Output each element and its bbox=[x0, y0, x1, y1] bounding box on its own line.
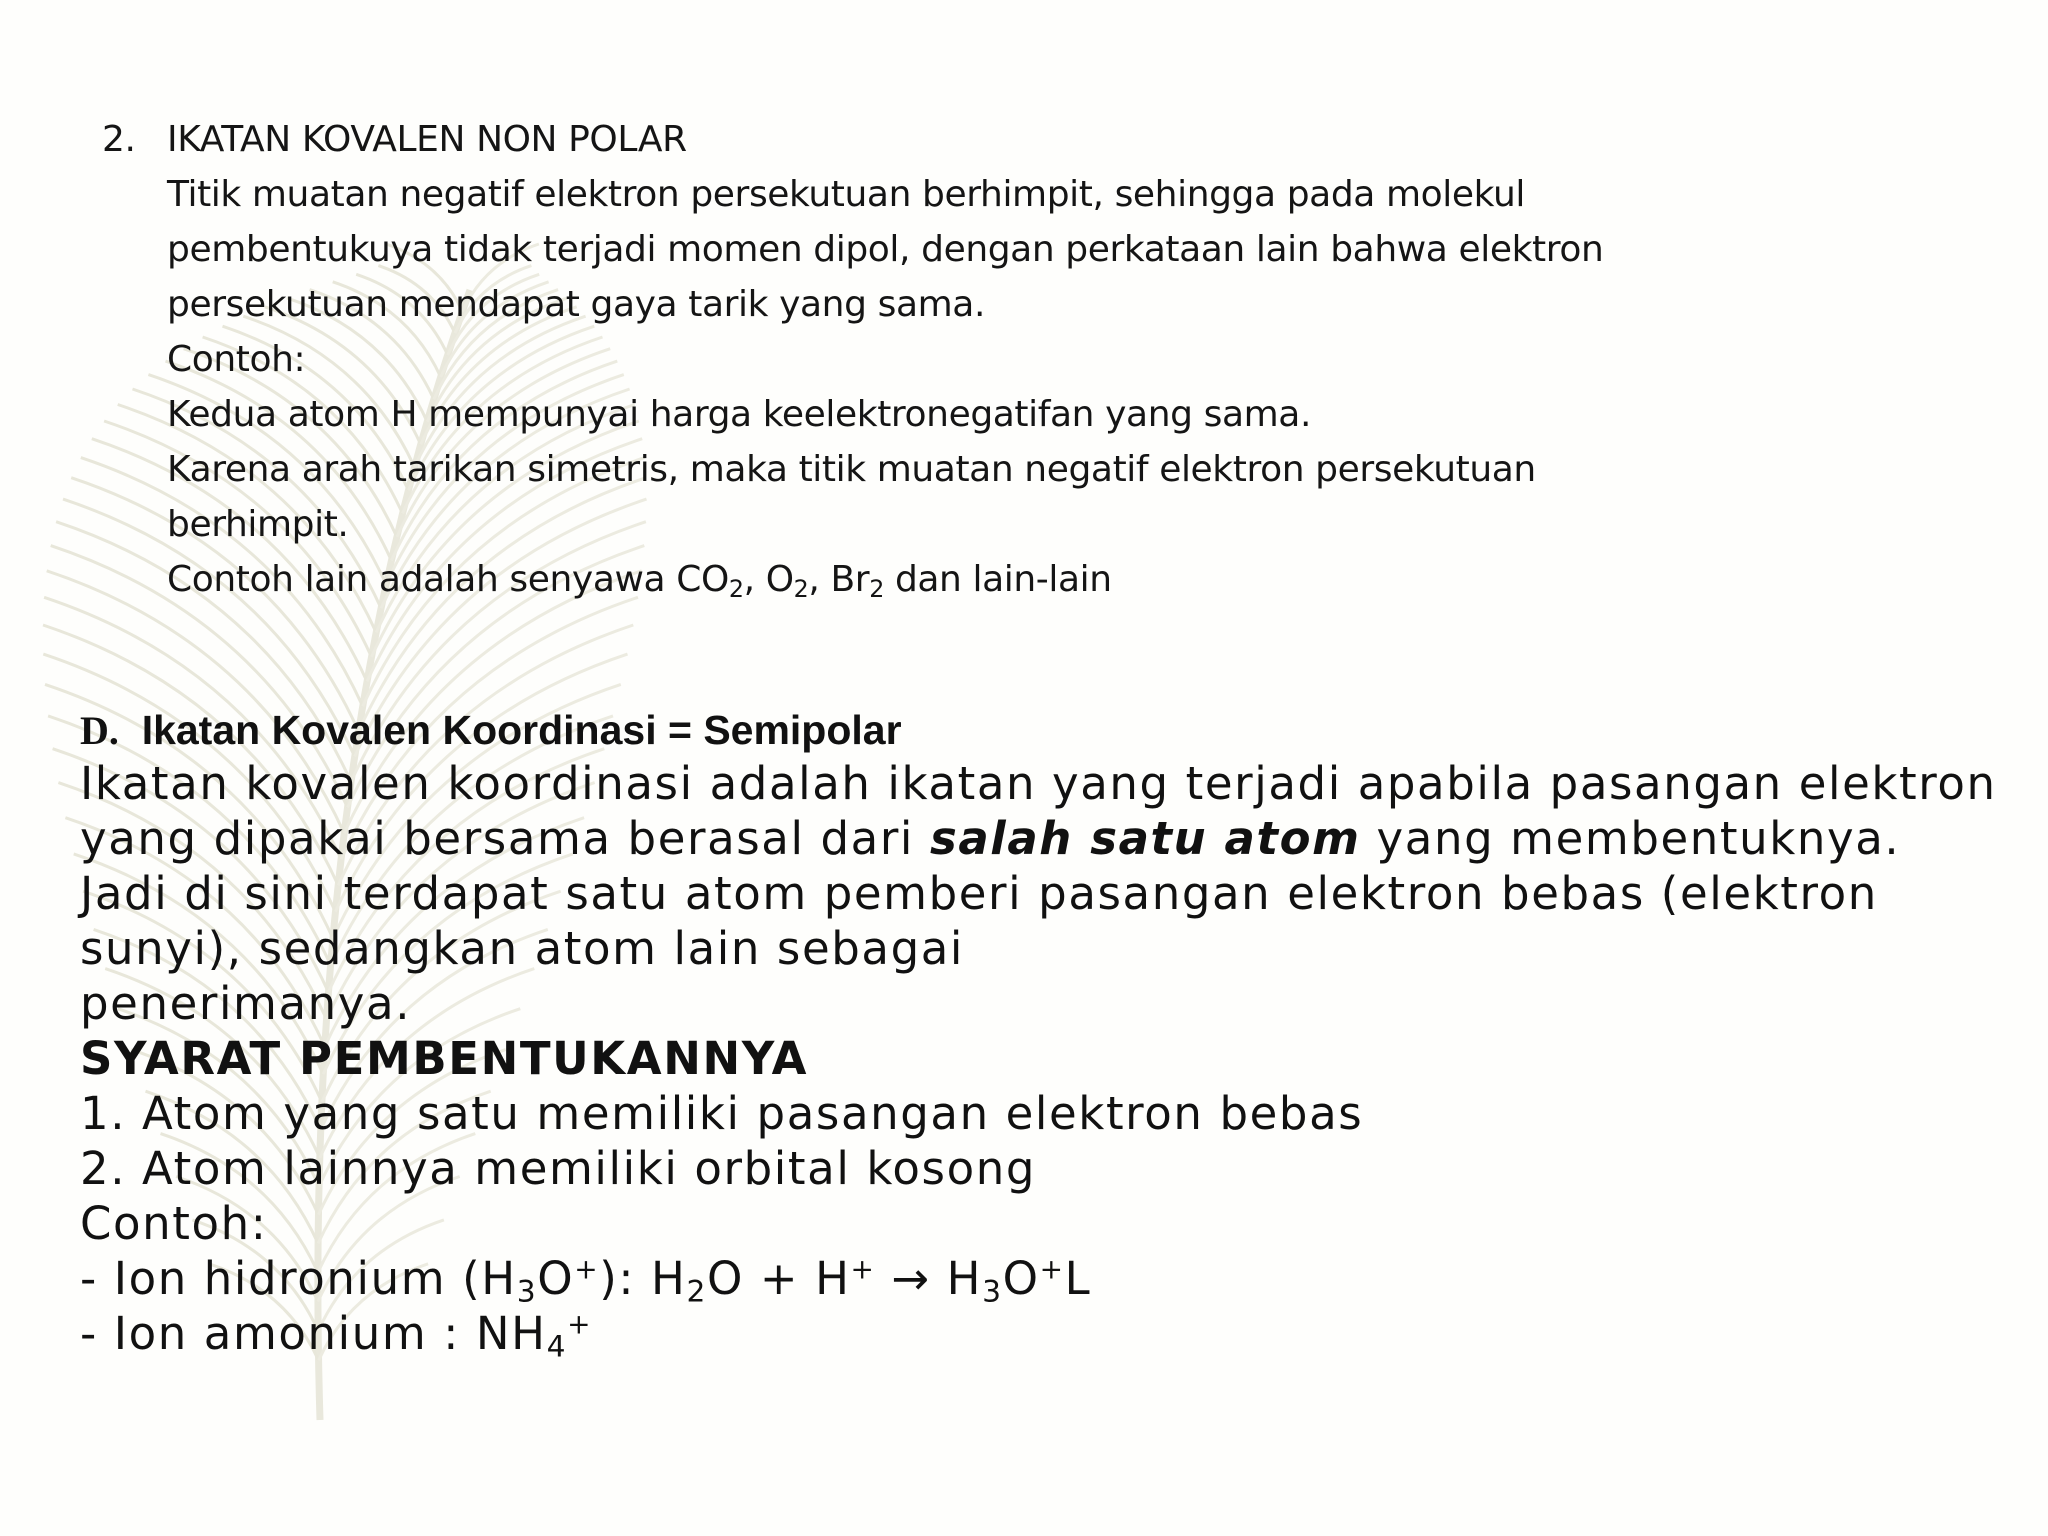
text: O bbox=[537, 1252, 575, 1305]
example-line bbox=[167, 552, 1802, 607]
example-label: Contoh: bbox=[80, 1197, 268, 1250]
formula: Br bbox=[830, 559, 870, 600]
text: yang membentuknya. bbox=[1360, 812, 1901, 865]
subscript: 2 bbox=[793, 574, 809, 603]
text: Contoh lain adalah senyawa bbox=[167, 559, 677, 600]
subscript: 3 bbox=[982, 1274, 1003, 1310]
text-line: persekutuan mendapat gaya tarik yang sama. bbox=[167, 284, 985, 325]
text-line: Ikatan kovalen koordinasi adalah ikatan yang terjadi apabila pasangan elektron bbox=[80, 757, 1997, 810]
section-letter: D. bbox=[80, 708, 119, 753]
text: ): H bbox=[599, 1252, 687, 1305]
formula: CO bbox=[676, 559, 729, 600]
subscript: 2 bbox=[686, 1274, 707, 1310]
text: H bbox=[946, 1252, 983, 1305]
text-line: pembentukuya tidak terjadi momen dipol, dengan perkataan lain bahwa elektron bbox=[167, 229, 1604, 270]
text-line bbox=[80, 811, 1980, 866]
superscript: + bbox=[567, 1307, 593, 1341]
text-line: Karena arah tarikan simetris, maka titik muatan negatif elektron persekutuan bbox=[167, 449, 1536, 490]
requirement-item: 2. Atom lainnya memiliki orbital kosong bbox=[80, 1142, 1036, 1195]
hydronium-line bbox=[80, 1251, 1980, 1310]
subscript: 2 bbox=[869, 574, 884, 603]
requirements-title: SYARAT PEMBENTUKANNYA bbox=[80, 1032, 809, 1085]
text-line: penerimanya. bbox=[80, 977, 412, 1030]
text-line: Titik muatan negatif elektron persekutuan berhimpit, sehingga pada molekul bbox=[167, 174, 1525, 215]
requirement-item: 1. Atom yang satu memiliki pasangan elektron bebas bbox=[80, 1087, 1364, 1140]
text: , bbox=[743, 559, 766, 600]
section-nonpolar bbox=[102, 112, 1802, 607]
superscript: + bbox=[850, 1252, 876, 1286]
subscript: 3 bbox=[516, 1274, 538, 1310]
ammonium-line bbox=[80, 1306, 1980, 1365]
arrow-icon: → bbox=[875, 1252, 947, 1305]
emphasis: salah satu atom bbox=[929, 812, 1361, 865]
text: - Ion amonium : NH bbox=[80, 1307, 547, 1360]
section-title: IKATAN KOVALEN NON POLAR bbox=[167, 119, 687, 160]
text: L bbox=[1064, 1252, 1092, 1305]
section-coordinate bbox=[80, 705, 1997, 1365]
text: O + H bbox=[706, 1252, 851, 1305]
text: , bbox=[808, 559, 831, 600]
text-line: berhimpit. bbox=[167, 504, 349, 545]
subscript: 2 bbox=[728, 574, 744, 603]
text-line: sunyi), sedangkan atom lain sebagai bbox=[80, 922, 965, 975]
text-line: Jadi di sini terdapat satu atom pemberi pasangan elektron bebas (elektron bbox=[80, 867, 1878, 920]
text: O bbox=[1002, 1252, 1040, 1305]
section-heading bbox=[80, 705, 1980, 756]
text: - Ion hidronium (H bbox=[80, 1252, 517, 1305]
superscript: + bbox=[1039, 1252, 1065, 1286]
list-number: 2. bbox=[102, 119, 136, 160]
text: dan lain-lain bbox=[883, 559, 1112, 600]
text: yang dipakai bersama berasal dari bbox=[80, 812, 930, 865]
section-title: Ikatan Kovalen Koordinasi = Semipolar bbox=[141, 707, 902, 753]
text-line: Kedua atom H mempunyai harga keelektronegatifan yang sama. bbox=[167, 394, 1312, 435]
formula: O bbox=[765, 559, 794, 600]
text-line: Contoh: bbox=[167, 339, 306, 380]
subscript: 4 bbox=[546, 1329, 568, 1365]
superscript: + bbox=[574, 1252, 600, 1286]
